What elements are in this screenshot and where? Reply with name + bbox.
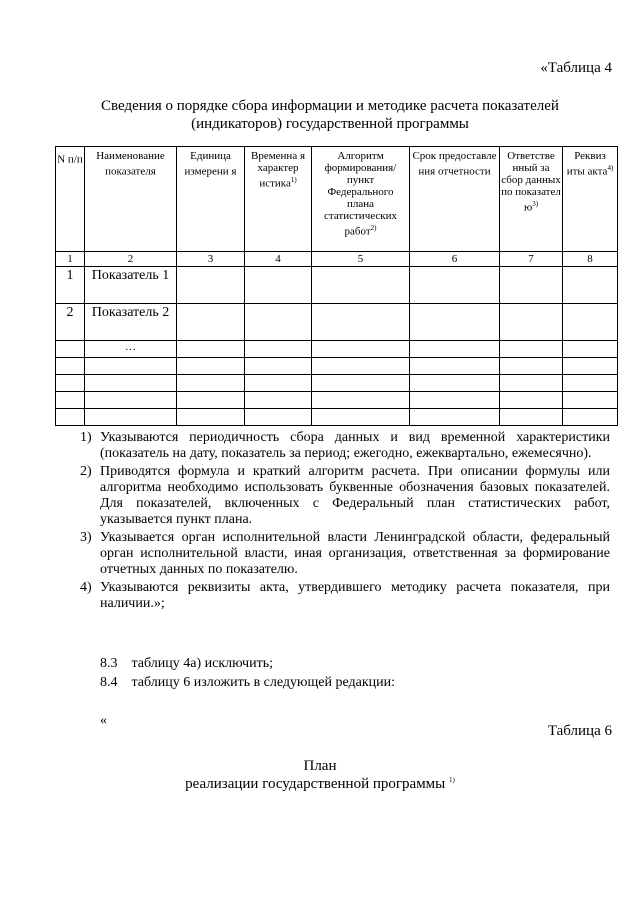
column-number-row bbox=[56, 252, 618, 267]
column-number: 8 bbox=[563, 252, 618, 267]
footnote: 1) Указываются периодичность сбора данных и вид временной характеристики (показатель на дату, показатель за период; ежегодно, ежеквартально, ежемесячно). bbox=[80, 430, 610, 461]
footnote: 3) Указывается орган исполнительной власти Ленинградской области, федеральный орган исполнительной власти, иная организация, ответственная за формирование отчетных данных по показателю. bbox=[80, 530, 610, 577]
column-number: 5 bbox=[312, 252, 410, 267]
table-row bbox=[56, 392, 618, 409]
ellipsis: … bbox=[85, 341, 177, 358]
header-cell-4: Временна я характер истика$^{1)}$ bbox=[245, 147, 312, 252]
footnote: 2) Приводятся формула и краткий алгоритм расчета. При описании формулы или алгоритма необходимо использовать буквенные обозначения базовых показателей. Для показателей, включенных с Федеральный план статистических работ, указывается пункт плана. bbox=[80, 464, 610, 527]
document-title bbox=[60, 97, 600, 133]
header-cell-7: Ответстве нный за сбор данных по показател $ю^{3)}$ bbox=[500, 147, 563, 252]
column-number: 4 bbox=[245, 252, 312, 267]
column-number: 7 bbox=[500, 252, 563, 267]
header-cell-5: Алгоритм формирования/ пункт Федерального плана статистических работ$^{2)}$ bbox=[312, 147, 410, 252]
opening-quote: « bbox=[100, 713, 107, 728]
column-number: 1 bbox=[56, 252, 85, 267]
table-row bbox=[56, 409, 618, 426]
header-cell-3: Единица измерени я bbox=[177, 147, 245, 252]
table-4-label: «Таблица 4 bbox=[540, 60, 612, 76]
header-cell-8: Реквиз иты акта$^{4)}$ bbox=[563, 147, 618, 252]
header-cell-1: N п/п bbox=[56, 147, 85, 252]
header-cell-2: Наименование показателя bbox=[85, 147, 177, 252]
item-8-3: 8.3 таблицу 4а) исключить; bbox=[100, 656, 273, 671]
indicator-name: Показатель 1 bbox=[85, 267, 177, 304]
footnotes-list bbox=[80, 430, 610, 614]
row-number: 2 bbox=[56, 304, 85, 341]
indicator-name: Показатель 2 bbox=[85, 304, 177, 341]
indicators-table bbox=[55, 146, 618, 426]
plan-subtitle: реализации государственной программы $^{1)}$ bbox=[185, 776, 455, 792]
column-number: 2 bbox=[85, 252, 177, 267]
column-number: 6 bbox=[410, 252, 500, 267]
title-line-2: (индикаторов) государственной программы bbox=[191, 116, 469, 132]
footnote: 4) Указываются реквизиты акта, утвердившего методику расчета показателя, при наличии.»; bbox=[80, 580, 610, 611]
header-row bbox=[56, 147, 618, 252]
table-row bbox=[56, 267, 618, 304]
title-line-1: Сведения о порядке сбора информации и методике расчета показателей bbox=[101, 98, 559, 114]
plan-title: План bbox=[303, 758, 337, 774]
table-row bbox=[56, 304, 618, 341]
table-row bbox=[56, 358, 618, 375]
column-number: 3 bbox=[177, 252, 245, 267]
item-8-4: 8.4 таблицу 6 изложить в следующей редакции: bbox=[100, 675, 396, 690]
header-cell-6: Срок предоставле ния отчетности bbox=[410, 147, 500, 252]
table-row bbox=[56, 341, 618, 358]
row-number: 1 bbox=[56, 267, 85, 304]
table-row bbox=[56, 375, 618, 392]
table-6-label: Таблица 6 bbox=[547, 723, 612, 739]
